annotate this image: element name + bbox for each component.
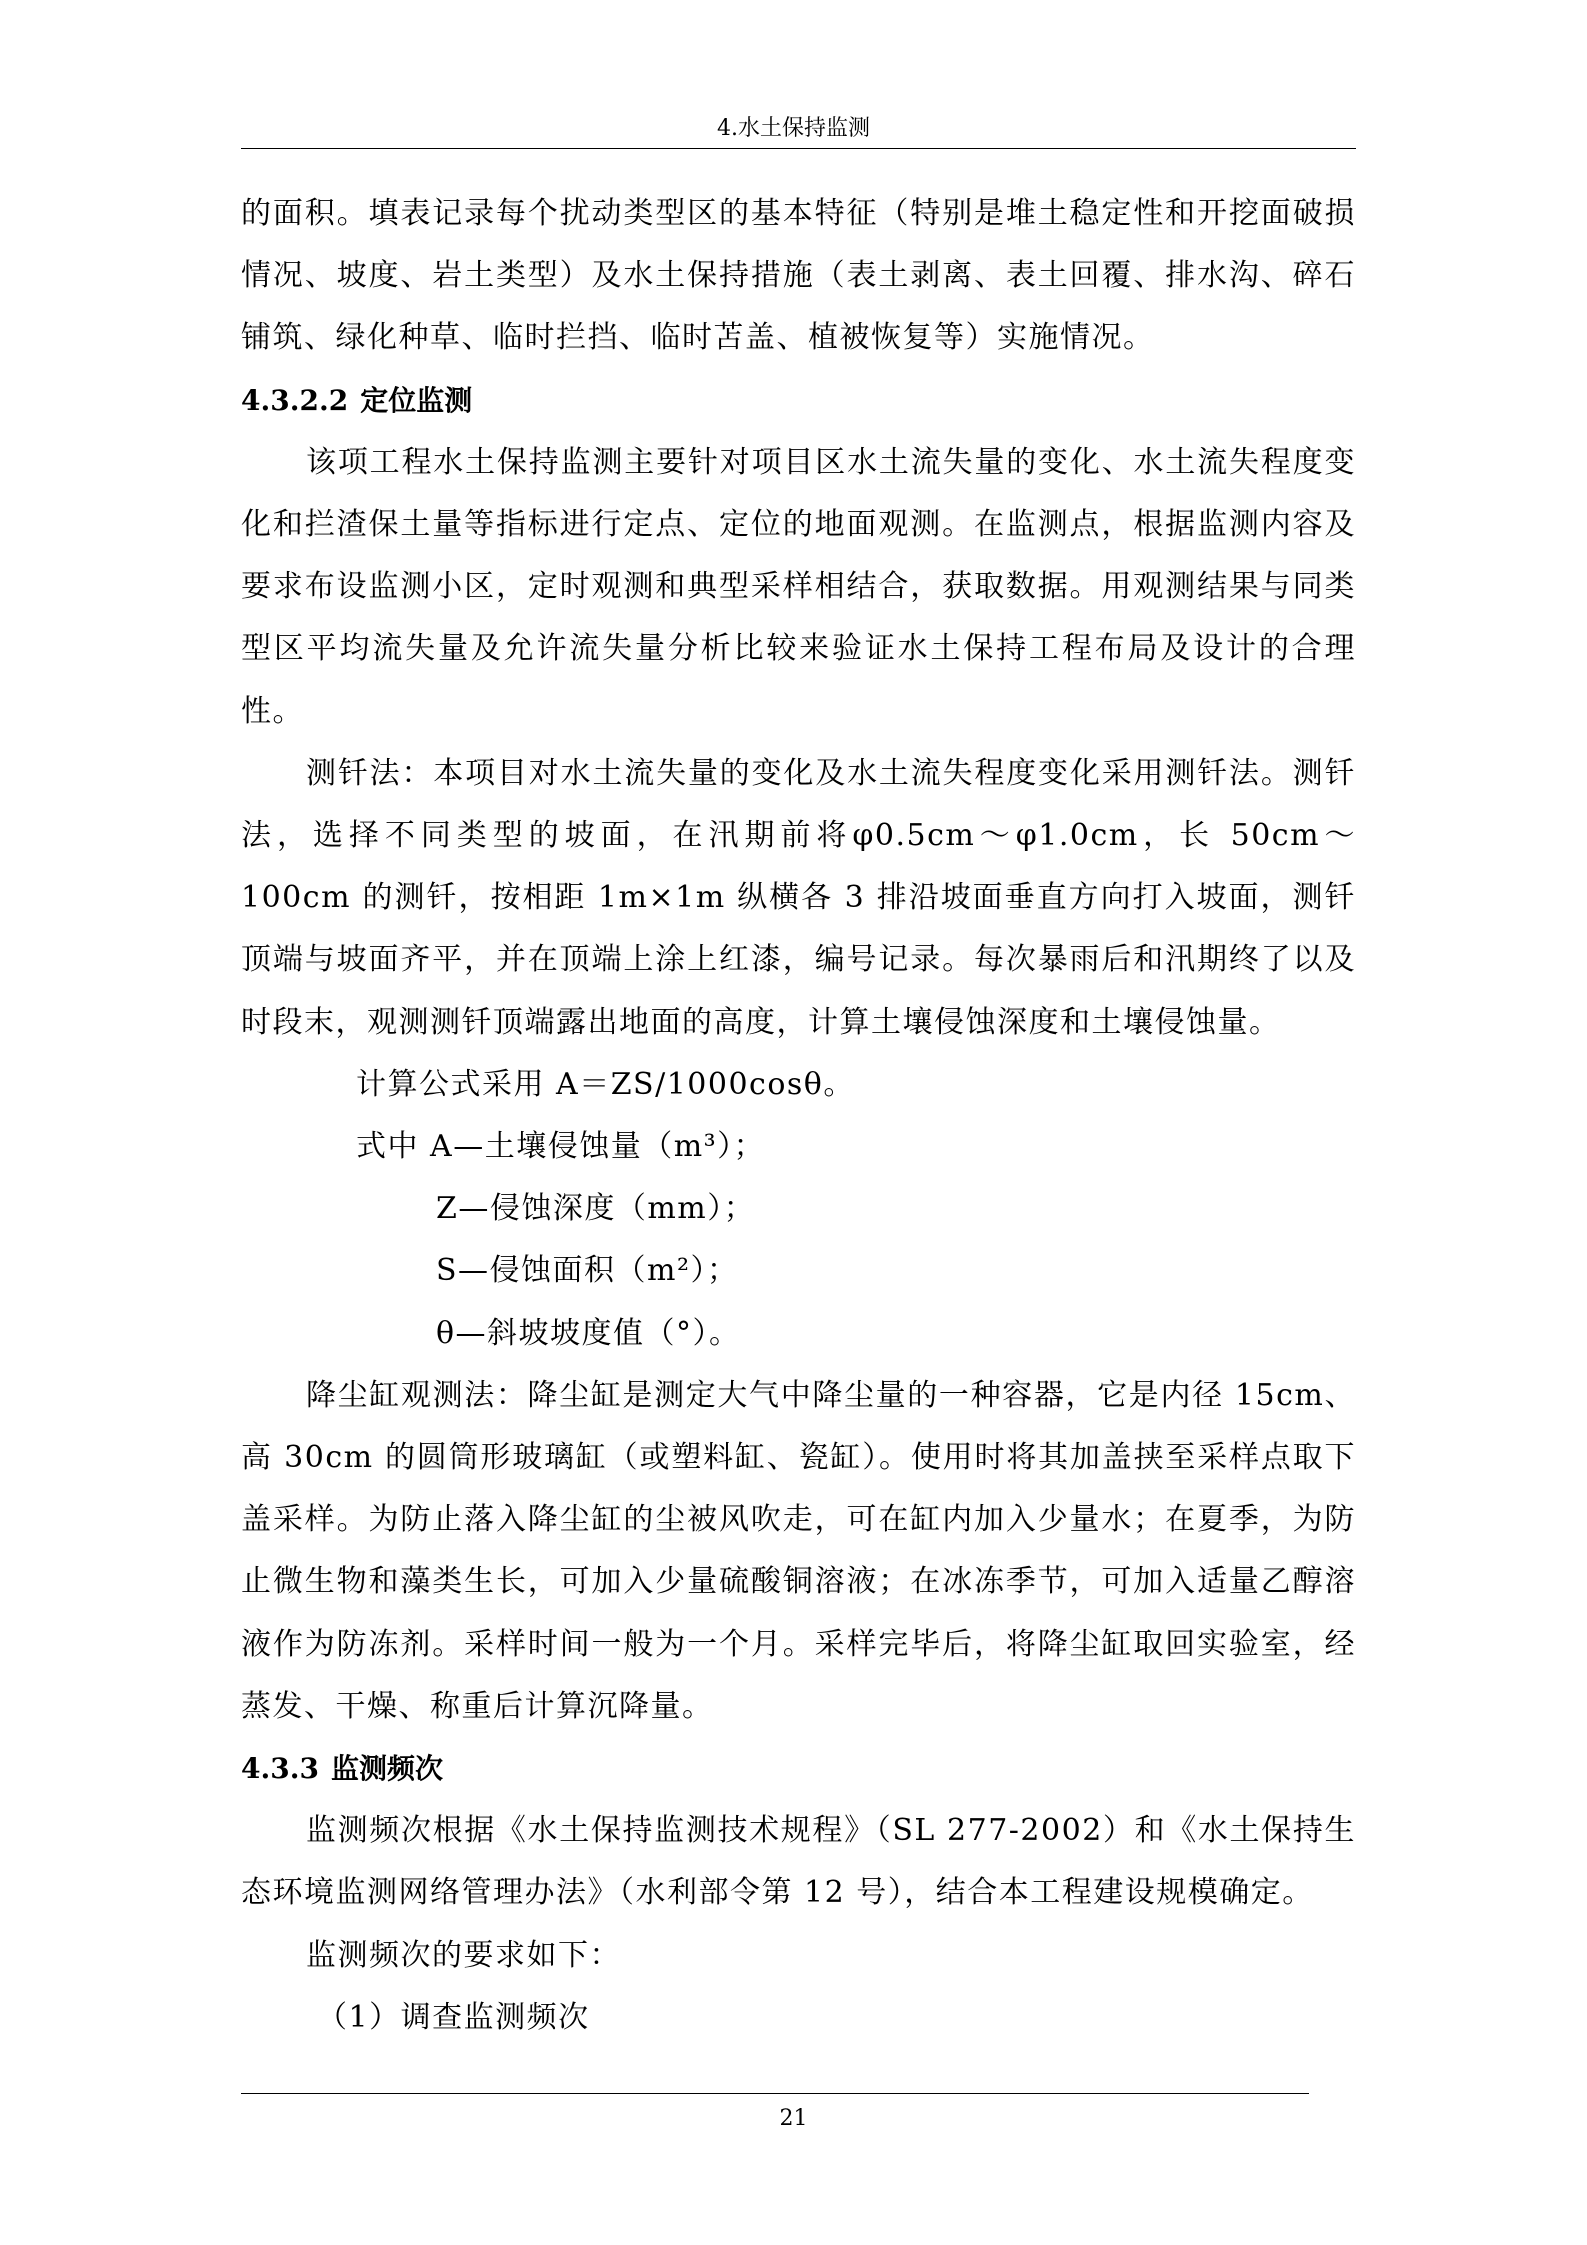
list-item-survey-frequency: （1）调查监测频次: [317, 1999, 590, 2035]
header-rule: [241, 148, 1356, 149]
section-title: 定位监测: [360, 383, 473, 417]
formula-line: 计算公式采用 A＝ZS/1000cosθ。: [356, 1066, 855, 1102]
formula-definition-a: 式中 A—土壤侵蚀量（m³）；: [356, 1129, 766, 1165]
running-header: 4.水土保持监测: [717, 116, 870, 141]
section-title: 监测频次: [330, 1752, 443, 1786]
formula-definition-theta: θ—斜坡坡度值（°）。: [436, 1315, 741, 1351]
section-heading-fixed-monitoring: [241, 370, 1356, 432]
footer-rule: [241, 2093, 1309, 2094]
paragraph-disturbance-area: 的面积。填表记录每个扰动类型区的基本特征（特别是堆土稳定性和开挖面破损情况、坡度、岩土类型）及水土保持措施（表土剥离、表土回覆、排水沟、碎石铺筑、绿化种草、临时拦挡、临时苫盖、植被恢复等）实施情况。: [241, 196, 1356, 356]
paragraph-frequency-requirements: 监测频次的要求如下：: [306, 1937, 621, 1973]
formula-definition-s: S—侵蚀面积（m²）；: [436, 1253, 739, 1289]
paragraph-fixed-monitoring: 该项工程水土保持监测主要针对项目区水土流失量的变化、水土流失程度变化和拦渣保土量等指标进行定点、定位的地面观测。在监测点，根据监测内容及要求布设监测小区，定时观测和典型采样相结合，获取数据。用观测结果与同类型区平均流失量及允许流失量分析比较来验证水土保持工程布局及设计的合理性。: [241, 444, 1356, 729]
page-number: 21: [779, 2106, 808, 2131]
section-number: 4.3.2.2: [241, 383, 349, 417]
formula-definition-z: Z—侵蚀深度（mm）；: [436, 1191, 756, 1227]
paragraph-dust-jar-method: 降尘缸观测法：降尘缸是测定大气中降尘量的一种容器，它是内径 15cm、高 30cm 的圆筒形玻璃缸（或塑料缸、瓷缸）。使用时将其加盖挟至采样点取下盖采样。为防止落入降尘缸的尘被风吹走，可在缸内加入少量水；在夏季，为防止微生物和藻类生长，可加入少量硫酸铜溶液；在冰冻季节，可加入适量乙醇溶液作为防冻剂。采样时间一般为一个月。采样完毕后，将降尘缸取回实验室，经蒸发、干燥、称重后计算沉降量。: [241, 1377, 1356, 1724]
page-body: [241, 183, 1356, 2049]
section-number: 4.3.3: [241, 1752, 319, 1786]
paragraph-frequency-basis: 监测频次根据《水土保持监测技术规程》（SL 277-2002）和《水土保持生态环境监测网络管理办法》（水利部令第 12 号），结合本工程建设规模确定。: [241, 1813, 1356, 1911]
paragraph-erosion-pin-method: 测钎法：本项目对水土流失量的变化及水土流失程度变化采用测钎法。测钎法，选择不同类型的坡面，在汛期前将φ0.5cm～φ1.0cm，长 50cm～100cm 的测钎，按相距 1m×1m 纵横各 3 排沿坡面垂直方向打入坡面，测钎顶端与坡面齐平，并在顶端上涂上红漆，编号记录。每次暴雨后和汛期终了以及时段末，观测测钎顶端露出地面的高度，计算土壤侵蚀深度和土壤侵蚀量。: [241, 755, 1356, 1040]
section-heading-monitoring-frequency: [241, 1738, 1356, 1800]
